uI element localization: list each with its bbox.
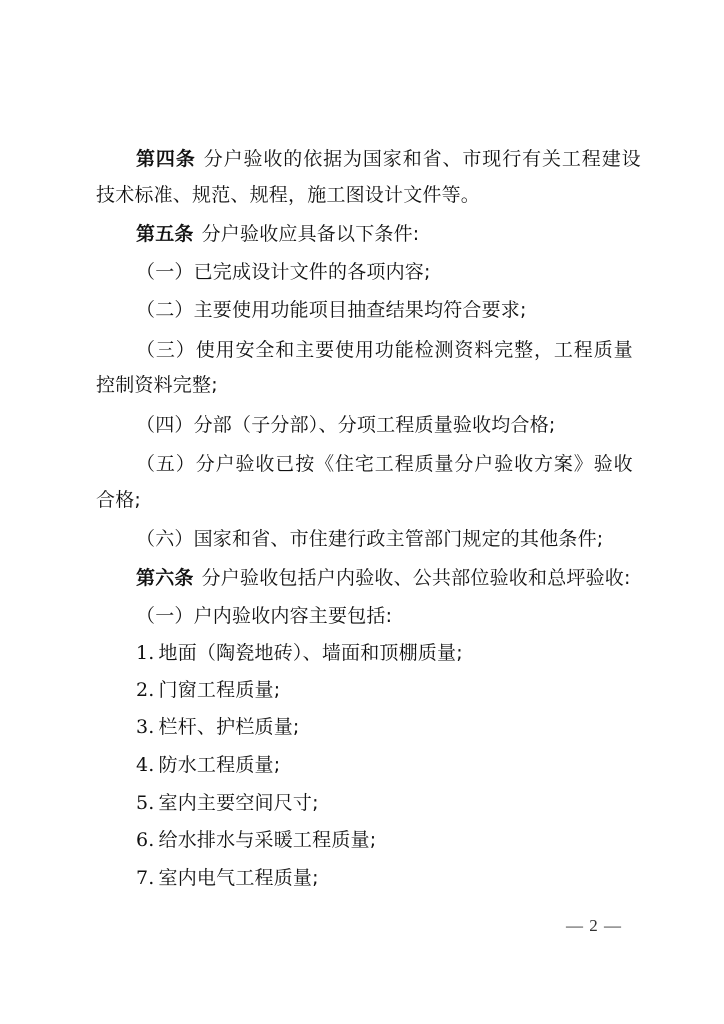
article-6-text: 分户验收包括户内验收、公共部位验收和总坪验收:: [201, 567, 631, 589]
article-6-label: 第六条: [136, 567, 194, 589]
list-item-number: 4.: [136, 754, 155, 776]
page-number: — 2 —: [566, 916, 622, 935]
article-5-item-5: （五）分户验收已按《住宅工程质量分户验收方案》验收: [136, 453, 634, 475]
list-item-number: 5.: [136, 792, 155, 814]
article-5-item-2: （二）主要使用功能项目抽查结果均符合要求;: [136, 299, 527, 321]
article-5-item-1: （一）已完成设计文件的各项内容;: [136, 261, 431, 283]
list-item-number: 2.: [136, 679, 155, 701]
article-5-heading: [136, 216, 419, 252]
list-item: [136, 785, 319, 821]
article-6-subheading: （一）户内验收内容主要包括:: [136, 605, 393, 627]
list-item-number: 1.: [136, 642, 155, 664]
list-item: [136, 822, 376, 858]
list-item-text: 栏杆、护栏质量;: [158, 716, 300, 738]
list-item: [136, 635, 463, 671]
article-5-text: 分户验收应具备以下条件:: [201, 223, 420, 245]
article-4-line-2: 技术标准、规范、规程，施工图设计文件等。: [96, 184, 481, 206]
article-4-label: 第四条: [136, 148, 196, 170]
list-item-text: 门窗工程质量;: [158, 679, 281, 701]
list-item-text: 给水排水与采暖工程质量;: [158, 829, 377, 851]
article-5-item-3-cont: 控制资料完整;: [96, 374, 218, 396]
list-item-text: 防水工程质量;: [158, 754, 281, 776]
article-4-line-1: [136, 141, 676, 177]
article-4-text-1: 分户验收的依据为国家和省、市现行有关工程建设: [203, 148, 642, 170]
list-item-number: 7.: [136, 867, 155, 889]
list-item-number: 3.: [136, 716, 155, 738]
list-item-text: 地面（陶瓷地砖）、墙面和顶棚质量;: [158, 642, 463, 664]
article-5-item-4: （四）分部（子分部）、分项工程质量验收均合格;: [136, 414, 556, 436]
list-item-text: 室内电气工程质量;: [158, 867, 319, 889]
article-5-label: 第五条: [136, 223, 194, 245]
list-item: [136, 860, 319, 896]
article-5-item-5-cont: 合格;: [96, 489, 142, 511]
list-item: [136, 709, 300, 745]
article-5-item-3: （三）使用安全和主要使用功能检测资料完整，工程质量: [136, 339, 634, 361]
article-6-heading: [136, 560, 631, 596]
list-item-number: 6.: [136, 829, 155, 851]
list-item: [136, 672, 280, 708]
list-item: [136, 747, 280, 783]
article-5-item-6: （六）国家和省、市住建行政主管部门规定的其他条件;: [136, 528, 604, 550]
list-item-text: 室内主要空间尺寸;: [158, 792, 319, 814]
